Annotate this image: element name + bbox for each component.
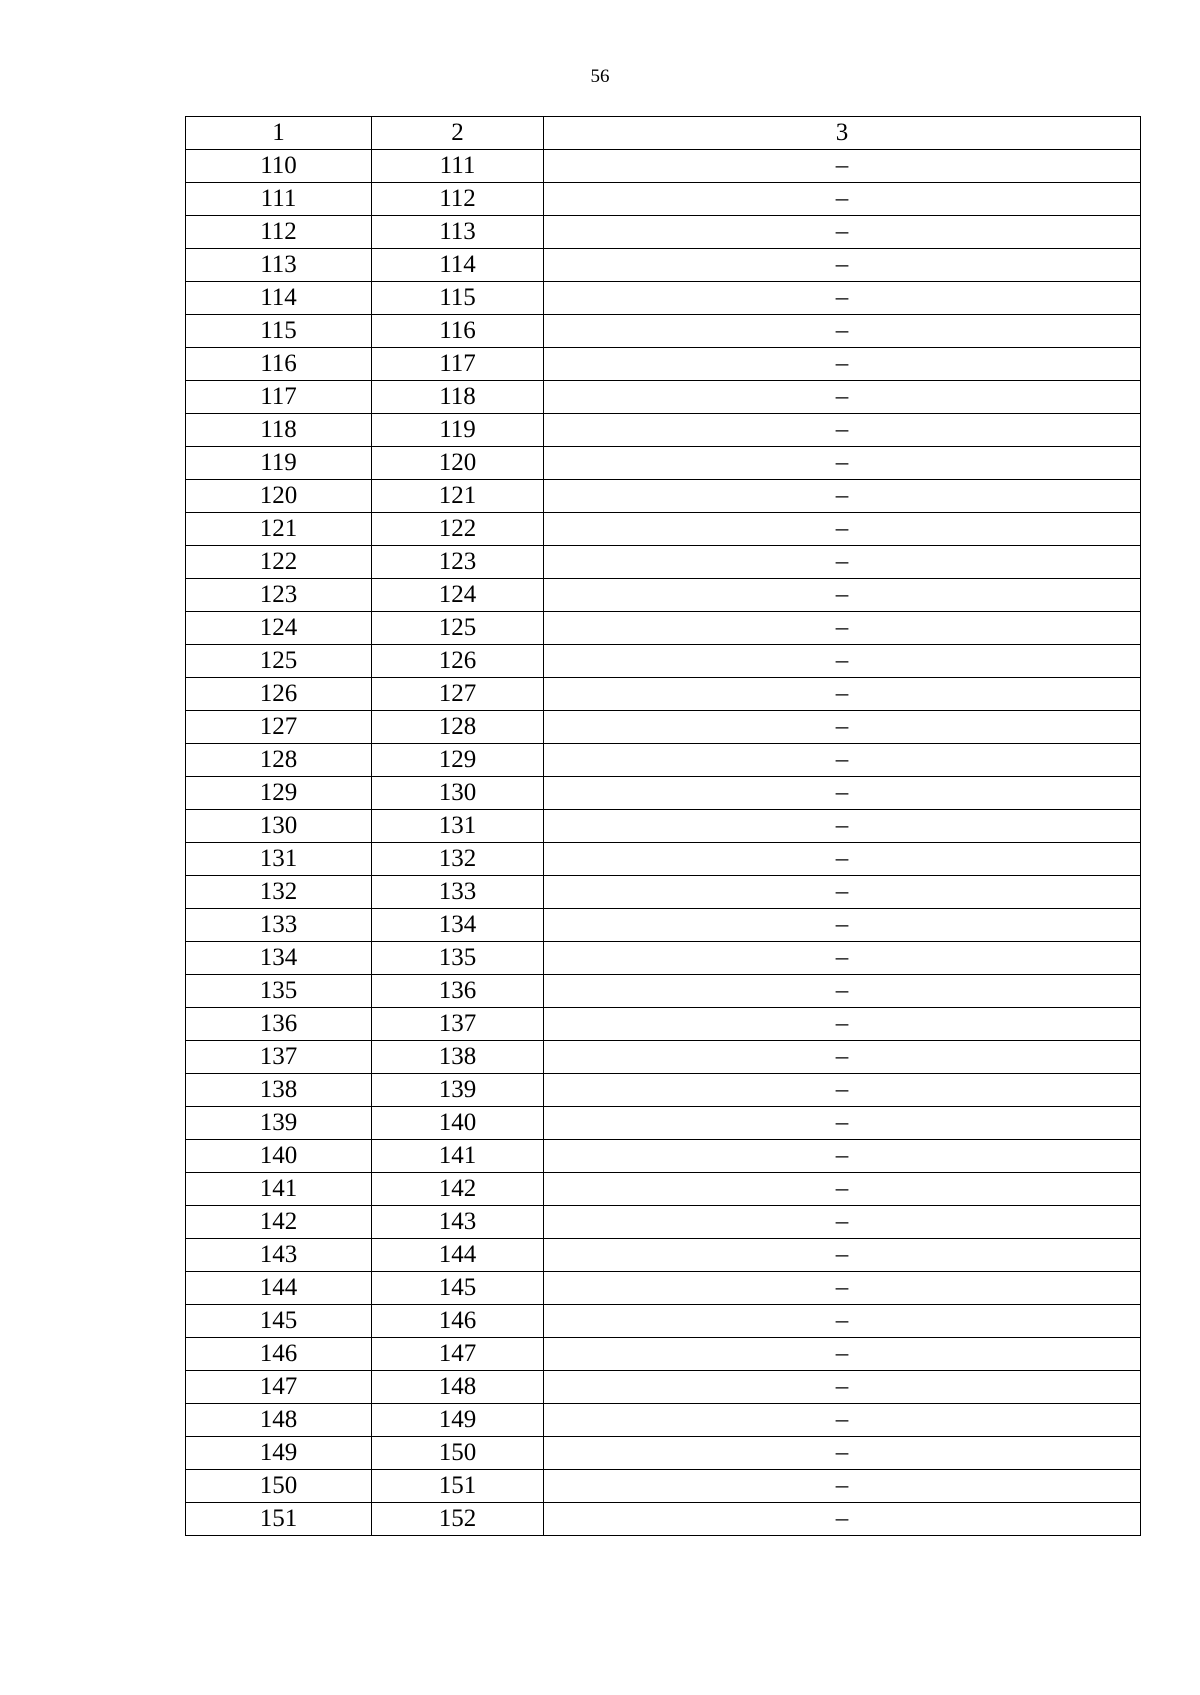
table-cell-col-2: 122 [372,513,544,546]
table-cell-col-2: 111 [372,150,544,183]
table-cell-col-3: – [544,1173,1141,1206]
table-row [186,315,1141,348]
table-cell-col-3: – [544,1470,1141,1503]
table-row [186,480,1141,513]
table-cell-col-1: 129 [186,777,372,810]
table-cell-col-3: – [544,744,1141,777]
table-cell-col-2: 138 [372,1041,544,1074]
table-row [186,183,1141,216]
table-cell-col-2: 128 [372,711,544,744]
table-cell-col-3: – [544,843,1141,876]
table-cell-col-1: 142 [186,1206,372,1239]
table-row [186,1272,1141,1305]
table-row [186,1206,1141,1239]
table-cell-col-3: – [544,1338,1141,1371]
table-row [186,1041,1141,1074]
table-cell-col-1: 118 [186,414,372,447]
table-row [186,645,1141,678]
table-cell-col-3: – [544,414,1141,447]
table-cell-col-2: 139 [372,1074,544,1107]
table-cell-col-2: 151 [372,1470,544,1503]
table-cell-col-3: – [544,1404,1141,1437]
table-cell-col-3: – [544,381,1141,414]
table-row [186,1371,1141,1404]
table-cell-col-3: – [544,810,1141,843]
table-cell-col-3: – [544,447,1141,480]
table-cell-col-2: 120 [372,447,544,480]
table-cell-col-1: 146 [186,1338,372,1371]
table-cell-col-2: 126 [372,645,544,678]
table-cell-col-2: 129 [372,744,544,777]
table-cell-col-2: 136 [372,975,544,1008]
table-cell-col-3: – [544,1008,1141,1041]
table-cell-col-3: – [544,1503,1141,1536]
table-cell-col-3: – [544,282,1141,315]
table-header-row [186,117,1141,150]
table-row [186,876,1141,909]
table-cell-col-2: 123 [372,546,544,579]
table-cell-col-3: – [544,216,1141,249]
table-cell-col-3: – [544,1371,1141,1404]
table-cell-col-2: 133 [372,876,544,909]
table-cell-col-3: – [544,1206,1141,1239]
table-row [186,513,1141,546]
table-cell-col-1: 145 [186,1305,372,1338]
table-row [186,1305,1141,1338]
table-cell-col-2: 144 [372,1239,544,1272]
table-row [186,348,1141,381]
table-cell-col-2: 117 [372,348,544,381]
table-cell-col-1: 117 [186,381,372,414]
table-row [186,909,1141,942]
table-row [186,1173,1141,1206]
table-cell-col-1: 147 [186,1371,372,1404]
table-cell-col-2: 142 [372,1173,544,1206]
table-cell-col-1: 123 [186,579,372,612]
table-cell-col-3: – [544,975,1141,1008]
table-row [186,843,1141,876]
table-cell-col-1: 151 [186,1503,372,1536]
table-cell-col-3: – [544,315,1141,348]
table-cell-col-2: 135 [372,942,544,975]
table-cell-col-3: – [544,1272,1141,1305]
table-cell-col-2: 145 [372,1272,544,1305]
table-cell-col-1: 110 [186,150,372,183]
table-row [186,744,1141,777]
table-cell-col-1: 134 [186,942,372,975]
table-cell-col-3: – [544,348,1141,381]
table-cell-col-1: 113 [186,249,372,282]
table-cell-col-1: 137 [186,1041,372,1074]
table-cell-col-3: – [544,645,1141,678]
table-cell-col-2: 114 [372,249,544,282]
table-cell-col-2: 132 [372,843,544,876]
table-cell-col-1: 116 [186,348,372,381]
table-cell-col-1: 124 [186,612,372,645]
table-cell-col-2: 140 [372,1107,544,1140]
table-cell-col-1: 133 [186,909,372,942]
table-cell-col-3: – [544,612,1141,645]
table-cell-col-1: 125 [186,645,372,678]
table-cell-col-2: 141 [372,1140,544,1173]
table-row [186,579,1141,612]
table-row [186,1470,1141,1503]
table-row [186,1338,1141,1371]
table-row [186,612,1141,645]
table-cell-col-3: – [544,876,1141,909]
table-cell-col-2: 130 [372,777,544,810]
table-cell-col-2: 134 [372,909,544,942]
table-cell-col-1: 135 [186,975,372,1008]
table-cell-col-2: 131 [372,810,544,843]
table-row [186,711,1141,744]
table-cell-col-3: – [544,183,1141,216]
table-cell-col-2: 149 [372,1404,544,1437]
table-cell-col-1: 136 [186,1008,372,1041]
table-cell-col-1: 139 [186,1107,372,1140]
table-row [186,150,1141,183]
table-row [186,546,1141,579]
table-cell-col-2: 119 [372,414,544,447]
table-cell-col-3: – [544,513,1141,546]
table-row [186,975,1141,1008]
table-cell-col-3: – [544,678,1141,711]
table-cell-col-2: 112 [372,183,544,216]
column-header-2: 2 [372,117,544,150]
table-cell-col-2: 143 [372,1206,544,1239]
table-cell-col-1: 115 [186,315,372,348]
table-cell-col-1: 111 [186,183,372,216]
table-row [186,1074,1141,1107]
table-row [186,678,1141,711]
table-cell-col-1: 131 [186,843,372,876]
table-row [186,942,1141,975]
table-cell-col-1: 141 [186,1173,372,1206]
table-cell-col-3: – [544,150,1141,183]
page-number: 56 [590,66,610,87]
table-header [186,117,1141,150]
table-cell-col-3: – [544,1239,1141,1272]
table-cell-col-3: – [544,1041,1141,1074]
table-cell-col-3: – [544,480,1141,513]
table-cell-col-1: 114 [186,282,372,315]
table-row [186,1008,1141,1041]
table-cell-col-1: 132 [186,876,372,909]
table-cell-col-3: – [544,942,1141,975]
table-cell-col-2: 116 [372,315,544,348]
table-cell-col-2: 127 [372,678,544,711]
table-cell-col-2: 148 [372,1371,544,1404]
table-row [186,414,1141,447]
table-cell-col-1: 126 [186,678,372,711]
table-cell-col-1: 122 [186,546,372,579]
table-cell-col-3: – [544,777,1141,810]
table-cell-col-1: 150 [186,1470,372,1503]
table-row [186,1437,1141,1470]
table-cell-col-3: – [544,1074,1141,1107]
table-row [186,1239,1141,1272]
table-cell-col-3: – [544,579,1141,612]
table-cell-col-2: 146 [372,1305,544,1338]
table-cell-col-2: 152 [372,1503,544,1536]
table-cell-col-1: 119 [186,447,372,480]
table-row [186,1107,1141,1140]
table-cell-col-1: 140 [186,1140,372,1173]
table-cell-col-2: 121 [372,480,544,513]
table-cell-col-1: 148 [186,1404,372,1437]
table-cell-col-2: 115 [372,282,544,315]
table-row [186,810,1141,843]
table-cell-col-1: 149 [186,1437,372,1470]
table-cell-col-2: 113 [372,216,544,249]
table-cell-col-1: 120 [186,480,372,513]
table-row [186,447,1141,480]
table-row [186,1140,1141,1173]
table-cell-col-2: 150 [372,1437,544,1470]
table-cell-col-1: 121 [186,513,372,546]
table-cell-col-2: 147 [372,1338,544,1371]
table-row [186,216,1141,249]
column-header-1: 1 [186,117,372,150]
data-table [185,116,1141,1536]
table-cell-col-3: – [544,546,1141,579]
table-cell-col-2: 118 [372,381,544,414]
table-row [186,777,1141,810]
table-cell-col-2: 124 [372,579,544,612]
table-row [186,282,1141,315]
table-row [186,249,1141,282]
table-cell-col-3: – [544,249,1141,282]
table-row [186,1503,1141,1536]
table-cell-col-1: 128 [186,744,372,777]
table-cell-col-1: 112 [186,216,372,249]
table-body [186,150,1141,1536]
table-cell-col-2: 125 [372,612,544,645]
table-cell-col-3: – [544,1437,1141,1470]
table-cell-col-1: 138 [186,1074,372,1107]
table-cell-col-2: 137 [372,1008,544,1041]
table-cell-col-1: 144 [186,1272,372,1305]
table-cell-col-1: 130 [186,810,372,843]
table-cell-col-1: 127 [186,711,372,744]
table-cell-col-3: – [544,1107,1141,1140]
table-row [186,381,1141,414]
table-cell-col-1: 143 [186,1239,372,1272]
table-cell-col-3: – [544,1140,1141,1173]
table-cell-col-3: – [544,711,1141,744]
table-row [186,1404,1141,1437]
table-cell-col-3: – [544,909,1141,942]
column-header-3: 3 [544,117,1141,150]
table-cell-col-3: – [544,1305,1141,1338]
